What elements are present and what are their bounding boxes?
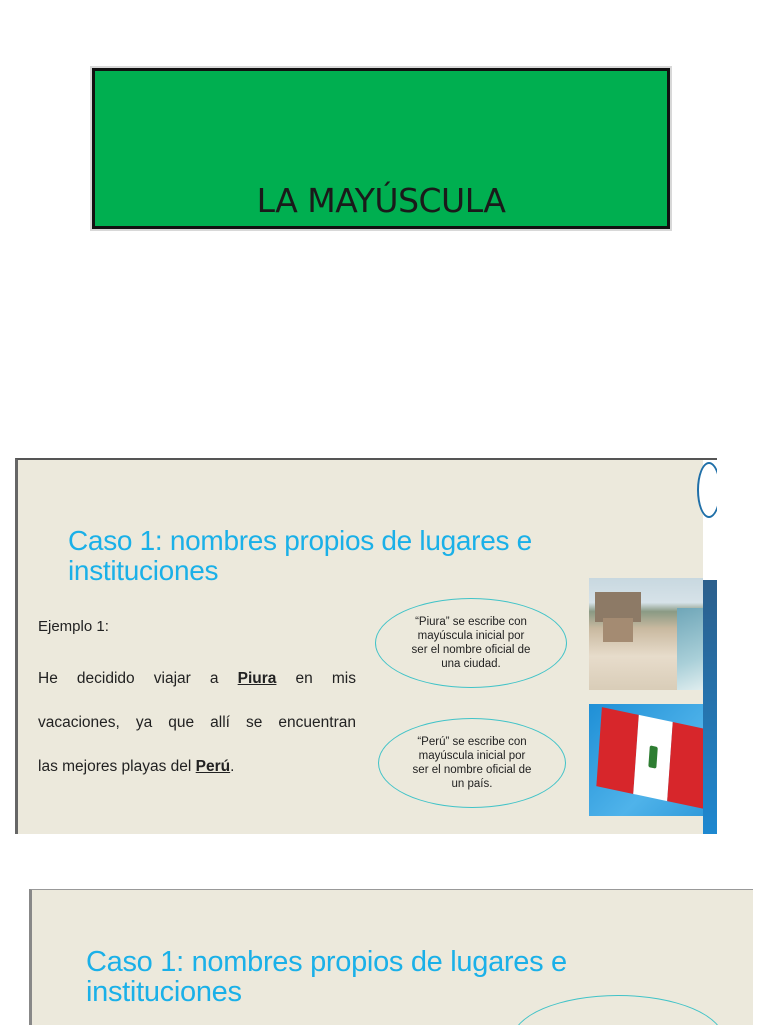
para-text: He decidido viajar a bbox=[38, 670, 219, 687]
peru-flag-icon bbox=[589, 704, 717, 816]
logo-badge-icon bbox=[697, 462, 717, 518]
highlight-peru: Perú bbox=[195, 758, 231, 775]
para-text: las mejores playas del bbox=[38, 758, 192, 775]
title-box bbox=[92, 68, 670, 229]
blue-strip bbox=[703, 580, 717, 834]
callout-bubble-peru bbox=[378, 718, 566, 808]
slide-edge-strip bbox=[703, 460, 717, 834]
paragraph-line-1 bbox=[38, 670, 356, 688]
callout-text: “Perú” se escribe con mayúscula inicial por ser el nombre oficial de un país. bbox=[412, 736, 532, 790]
highlight-piura: Piura bbox=[237, 670, 277, 687]
example-label: Ejemplo 1: bbox=[38, 618, 109, 635]
heading-line-2: instituciones bbox=[68, 555, 219, 586]
paragraph-line-2: vacaciones, ya que allí se encuentran bbox=[38, 714, 356, 731]
heading-line-1: Caso 1: nombres propios de lugares e bbox=[86, 946, 567, 978]
slide-1-heading bbox=[68, 526, 532, 586]
slide-1 bbox=[15, 458, 717, 834]
page-title: LA MAYÚSCULA bbox=[256, 181, 506, 220]
slide-2 bbox=[29, 889, 753, 1025]
heading-line-1: Caso 1: nombres propios de lugares e bbox=[68, 525, 532, 556]
beach-photo-icon bbox=[589, 578, 717, 690]
flag-stripe-red bbox=[596, 707, 638, 794]
para-text: . bbox=[230, 758, 235, 775]
slide-2-heading bbox=[86, 947, 567, 1007]
para-text: en mis bbox=[295, 670, 356, 687]
paragraph-line-3 bbox=[38, 758, 356, 776]
callout-text: “Piura” se escribe con mayúscula inicial por ser el nombre oficial de una ciudad. bbox=[411, 616, 531, 670]
building-shape bbox=[603, 618, 633, 642]
heading-line-2: instituciones bbox=[86, 976, 242, 1008]
flag-shape bbox=[596, 707, 709, 809]
callout-bubble-piura bbox=[375, 598, 567, 688]
